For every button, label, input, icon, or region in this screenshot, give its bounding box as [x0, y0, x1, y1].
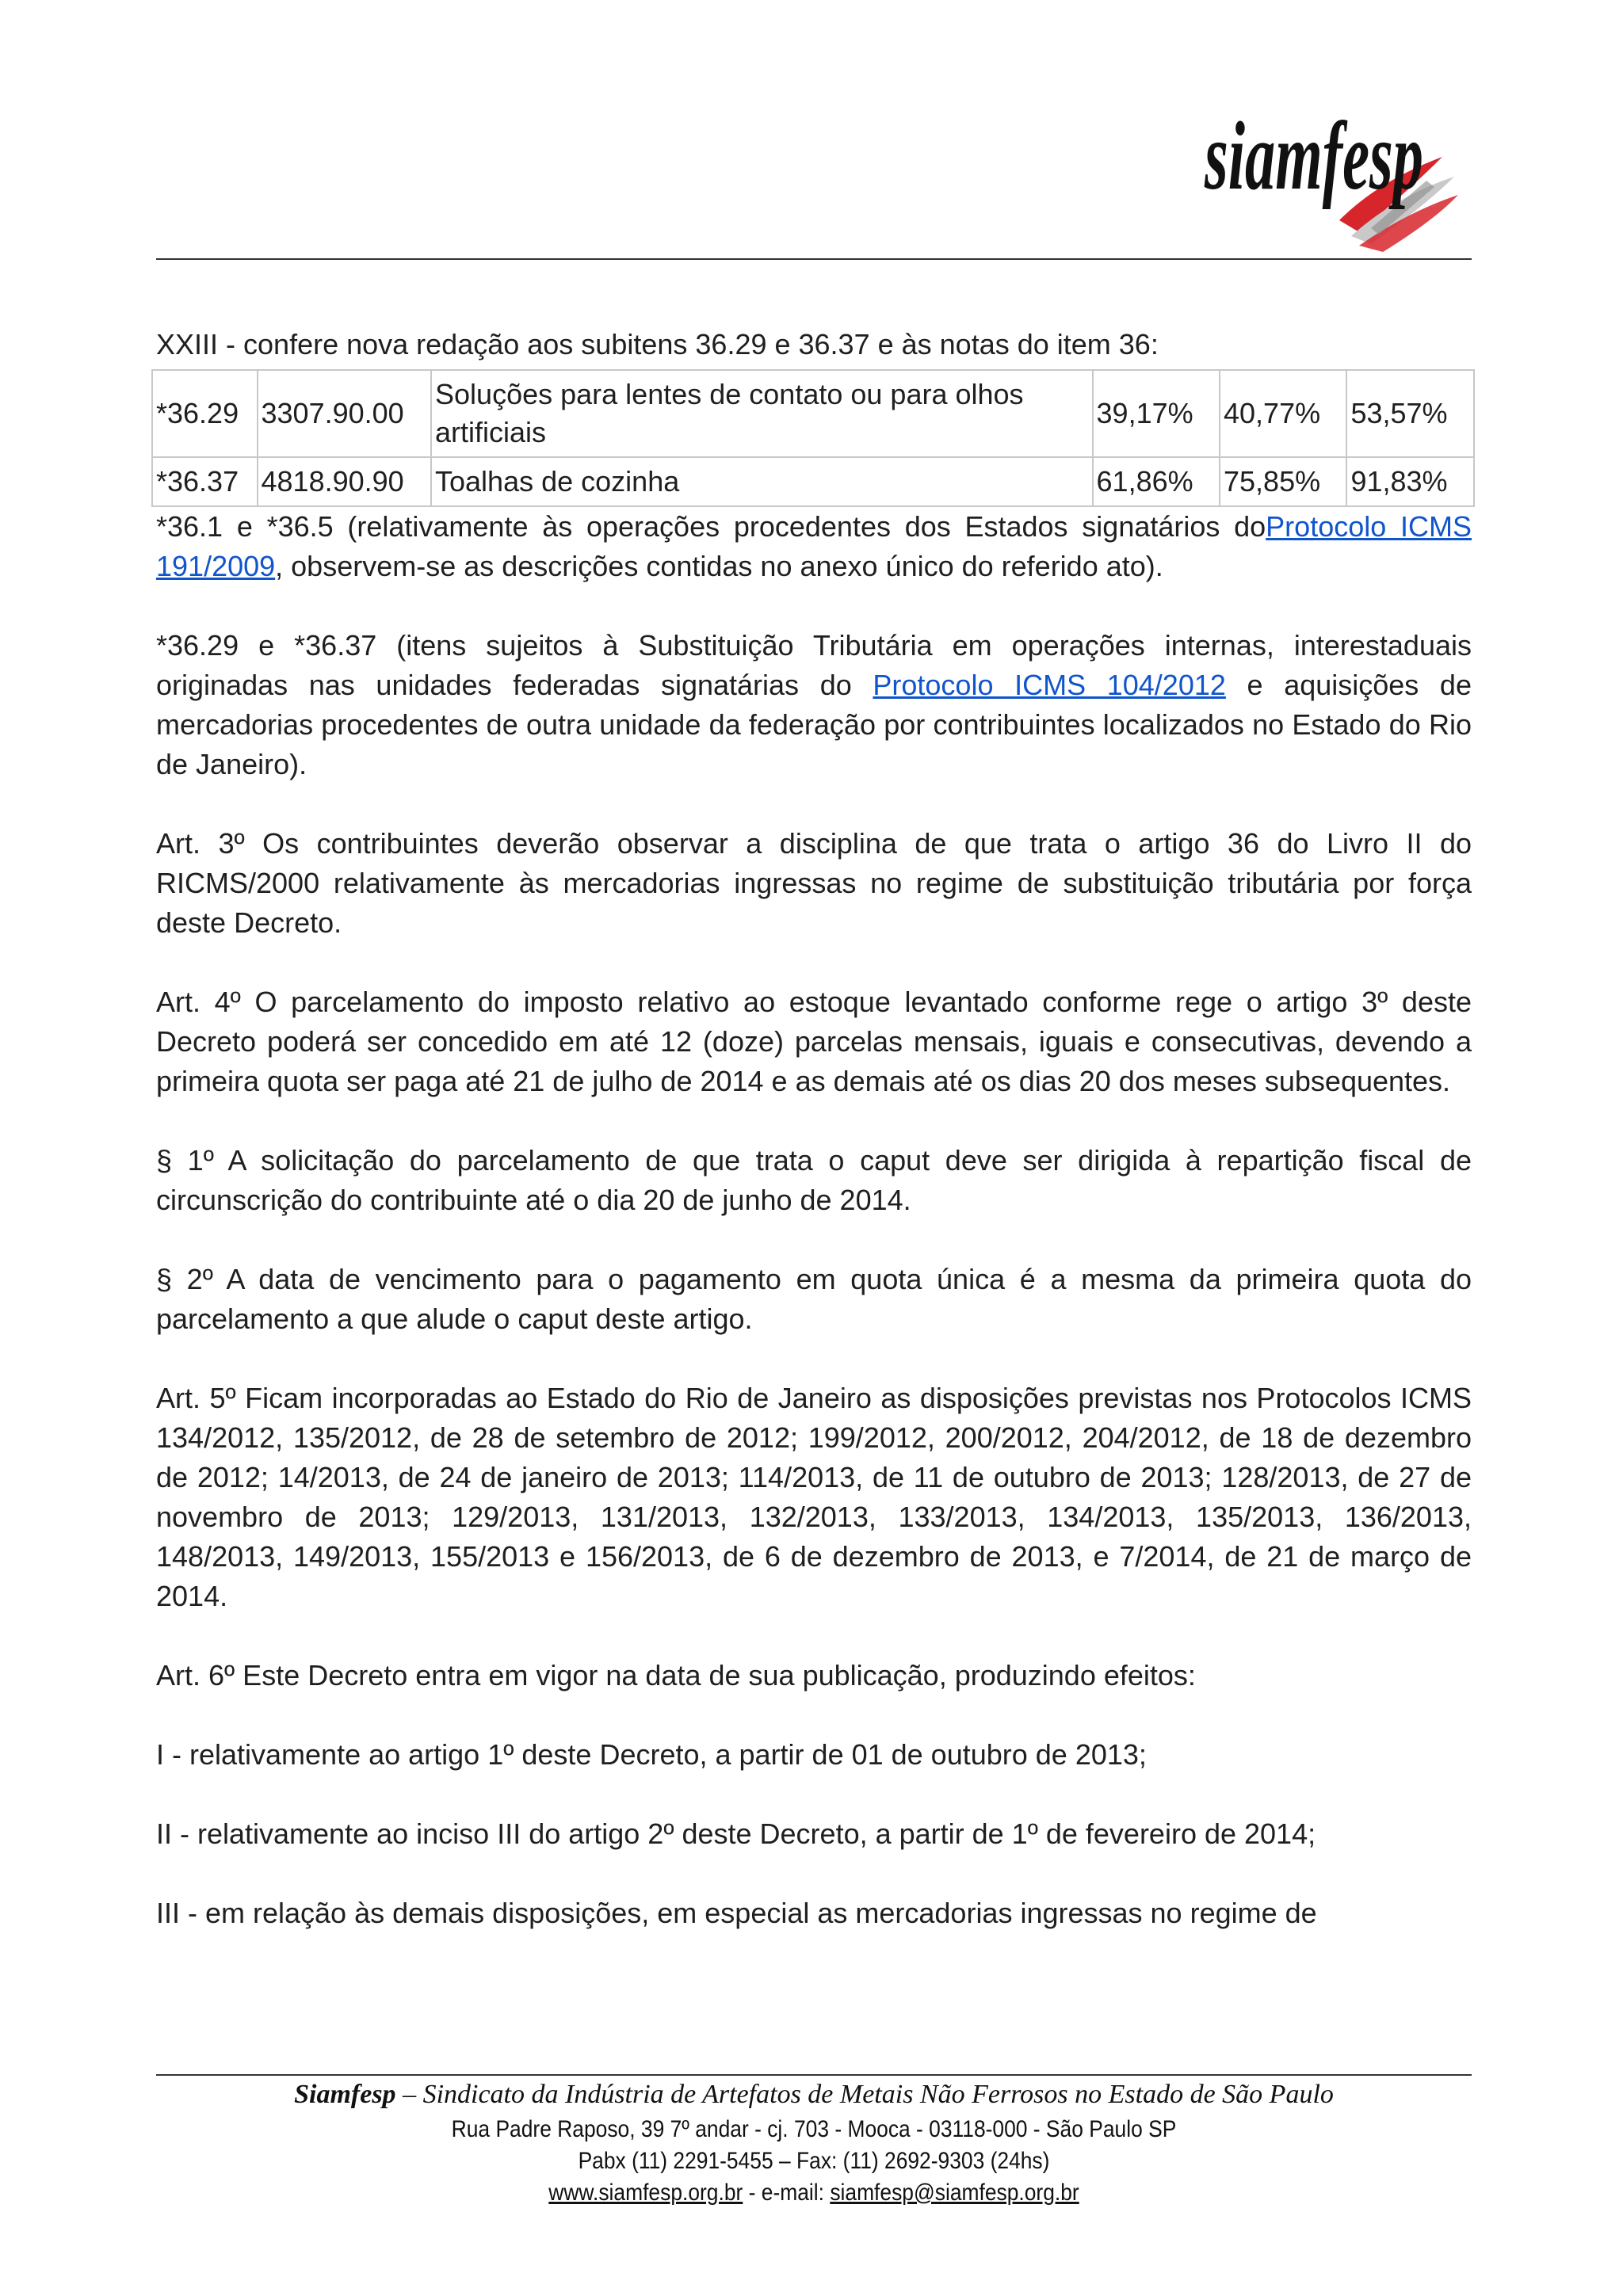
article-paragraph: § 2º A data de vencimento para o pagamento em quota única é a mesma da primeira quota do parcelamento a que alude o caput deste artigo.	[156, 1263, 1472, 1335]
document-body	[156, 325, 1472, 1933]
note-paragraph	[156, 626, 1472, 784]
item-code: *36.29	[152, 370, 258, 457]
item-code: *36.37	[152, 457, 258, 506]
siamfesp-logo	[1189, 101, 1466, 256]
footer-org-line	[156, 2076, 1472, 2114]
footer-org-name: Siamfesp	[294, 2080, 396, 2109]
footer-contact-line	[235, 2177, 1393, 2209]
logo-wordmark: siamfesp	[1205, 103, 1424, 211]
note-text: *36.1 e *36.5 (relativamente às operações procedentes dos Estados signatários do	[156, 510, 1266, 543]
table-row	[152, 370, 1474, 457]
article-paragraph: § 1º A solicitação do parcelamento de que trata o caput deve ser dirigida à repartição fiscal de circunscrição do contribuinte até o dia 20 de junho de 2014.	[156, 1144, 1472, 1216]
items-table	[151, 369, 1475, 507]
note-text: , observem-se as descrições contidas no anexo único do referido ato).	[275, 550, 1163, 582]
header-divider	[156, 258, 1472, 260]
footer-org-full: – Sindicato da Indústria de Artefatos de Metais Não Ferrosos no Estado de São Paulo	[395, 2080, 1334, 2109]
mva-value: 39,17%	[1093, 370, 1220, 457]
article-paragraph: Art. 4º O parcelamento do imposto relativo ao estoque levantado conforme rege o artigo 3º deste Decreto poderá ser concedido em até 12 (doze) parcelas mensais, iguais e consecutivas, devendo a primeira quota ser paga até 21 de julho de 2014 e as demais até os dias 20 dos meses subsequentes.	[156, 986, 1472, 1097]
email-label: - e-mail:	[743, 2180, 831, 2206]
mva-value: 75,85%	[1220, 457, 1346, 506]
mva-value: 61,86%	[1093, 457, 1220, 506]
footer	[156, 2076, 1472, 2209]
note-text: *36.29 e *36.37 (itens sujeitos à Substituição Tributária em operações internas, interestaduais originadas nas unidades federadas signatárias do	[156, 629, 1472, 701]
ncm-code: 4818.90.90	[258, 457, 432, 506]
mva-value: 40,77%	[1220, 370, 1346, 457]
article-paragraph: Art. 5º Ficam incorporadas ao Estado do Rio de Janeiro as disposições previstas nos Protocolos ICMS 134/2012, 135/2012, de 28 de setembro de 2012; 199/2012, 200/2012, 204/2012, de 18 de dezembro de 2012; 14/2013, de 24 de janeiro de 2013; 114/2013, de 11 de outubro de 2013; 128/2013, de 27 de novembro de 2013; 129/2013, 131/2013, 132/2013, 133/2013, 134/2013, 135/2013, 136/2013, 148/2013, 149/2013, 155/2013 e 156/2013, de 6 de dezembro de 2013, e 7/2014, de 21 de março de 2014.	[156, 1382, 1472, 1612]
item-description: Soluções para lentes de contato ou para olhos artificiais	[431, 370, 1093, 457]
article-paragraph: Art. 3º Os contribuintes deverão observar a disciplina de que trata o artigo 36 do Livro II do RICMS/2000 relativamente às mercadorias ingressas no regime de substituição tributária por força deste Decreto.	[156, 827, 1472, 939]
mva-value: 91,83%	[1346, 457, 1474, 506]
mva-value: 53,57%	[1346, 370, 1474, 457]
intro-line: XXIII - confere nova redação aos subitens 36.29 e 36.37 e às notas do item 36:	[156, 328, 1159, 360]
article-paragraph: I - relativamente ao artigo 1º deste Decreto, a partir de 01 de outubro de 2013;	[156, 1738, 1147, 1771]
note-text: e aquisições de mercadorias procedentes de outra unidade da federação por contribuintes localizados no Estado do Rio de Janeiro).	[156, 669, 1472, 780]
protocol-link[interactable]: Protocolo ICMS 191/2009	[156, 510, 1472, 582]
table-row	[152, 457, 1474, 506]
protocol-link[interactable]: Protocolo ICMS 104/2012	[873, 669, 1226, 701]
ncm-code: 3307.90.00	[258, 370, 432, 457]
footer-address: Rua Padre Raposo, 39 7º andar - cj. 703 - Mooca - 03118-000 - São Paulo SP	[451, 2116, 1177, 2142]
article-paragraph: II - relativamente ao inciso III do artigo 2º deste Decreto, a partir de 1º de fevereiro de 2014;	[156, 1817, 1316, 1850]
note-paragraph	[156, 507, 1472, 586]
article-paragraph: Art. 6º Este Decreto entra em vigor na data de sua publicação, produzindo efeitos:	[156, 1659, 1196, 1691]
article-paragraph: III - em relação às demais disposições, em especial as mercadorias ingressas no regime de	[156, 1897, 1317, 1929]
footer-phones: Pabx (11) 2291-5455 – Fax: (11) 2692-9303 (24hs)	[578, 2148, 1050, 2174]
item-description: Toalhas de cozinha	[431, 457, 1093, 506]
email-link[interactable]: siamfesp@siamfesp.org.br	[830, 2180, 1079, 2206]
website-link[interactable]: www.siamfesp.org.br	[548, 2180, 743, 2206]
